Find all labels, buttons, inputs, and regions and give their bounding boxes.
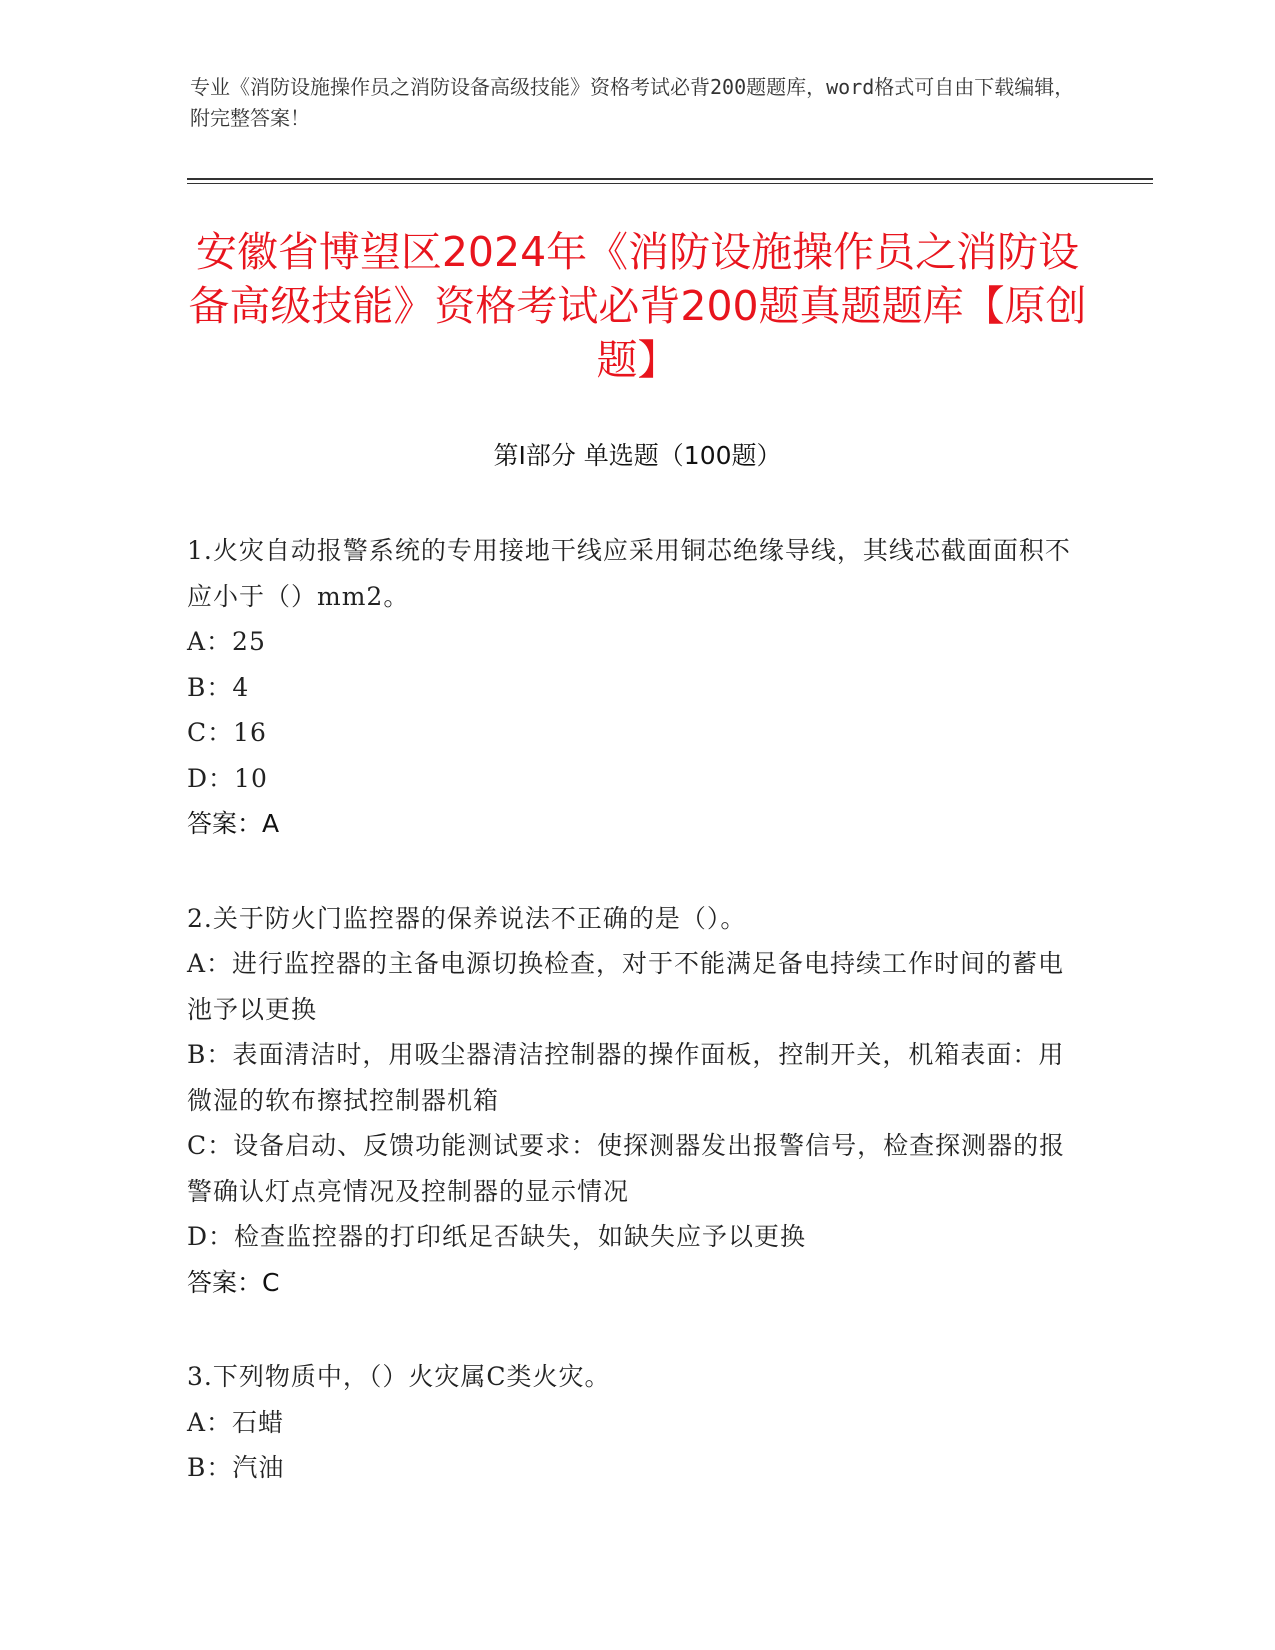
- question-stem: 2.关于防火门监控器的保养说法不正确的是（）。: [187, 903, 747, 933]
- option-d: D：10: [187, 763, 268, 793]
- option-a: A：进行监控器的主备电源切换检查，对于不能满足备电持续工作时间的蓄电池予以更换: [187, 949, 1065, 1024]
- header-note: 专业《消防设施操作员之消防设备高级技能》资格考试必背200题题库，word格式可自由下载编辑，附完整答案！: [190, 75, 1075, 130]
- answer: 答案：A: [187, 809, 280, 838]
- question-stem: 1.火灾自动报警系统的专用接地干线应采用铜芯绝缘导线，其线芯截面面积不应小于（）mm2。: [187, 536, 1071, 611]
- document-title: 安徽省博望区2024年《消防设施操作员之消防设备高级技能》资格考试必背200题真题题库【原创题】: [188, 228, 1087, 384]
- question-3: [187, 1354, 1087, 1491]
- section-title: 第I部分 单选题（100题）: [493, 441, 782, 470]
- option-b: B：汽油: [187, 1453, 285, 1482]
- option-d: D：检查监控器的打印纸足否缺失，如缺失应予以更换: [187, 1222, 807, 1251]
- question-1: [187, 528, 1087, 847]
- option-b: B：4: [187, 672, 250, 702]
- option-c: C：16: [187, 718, 267, 747]
- answer: 答案：C: [187, 1267, 280, 1297]
- header-divider-thin: [187, 183, 1153, 184]
- question-2: [187, 896, 1087, 1306]
- question-list: [187, 528, 1087, 1540]
- question-stem: 3.下列物质中，（）火灾属C类火灾。: [187, 1362, 611, 1391]
- option-a: A：25: [187, 627, 266, 656]
- header-divider: [187, 178, 1153, 180]
- option-b: B：表面清洁时，用吸尘器清洁控制器的操作面板，控制开关，机箱表面：用微湿的软布擦拭控制器机箱: [187, 1040, 1065, 1115]
- option-a: A：石蜡: [187, 1407, 285, 1437]
- option-c: C：设备启动、反馈功能测试要求：使探测器发出报警信号，检查探测器的报警确认灯点亮情况及控制器的显示情况: [187, 1131, 1066, 1206]
